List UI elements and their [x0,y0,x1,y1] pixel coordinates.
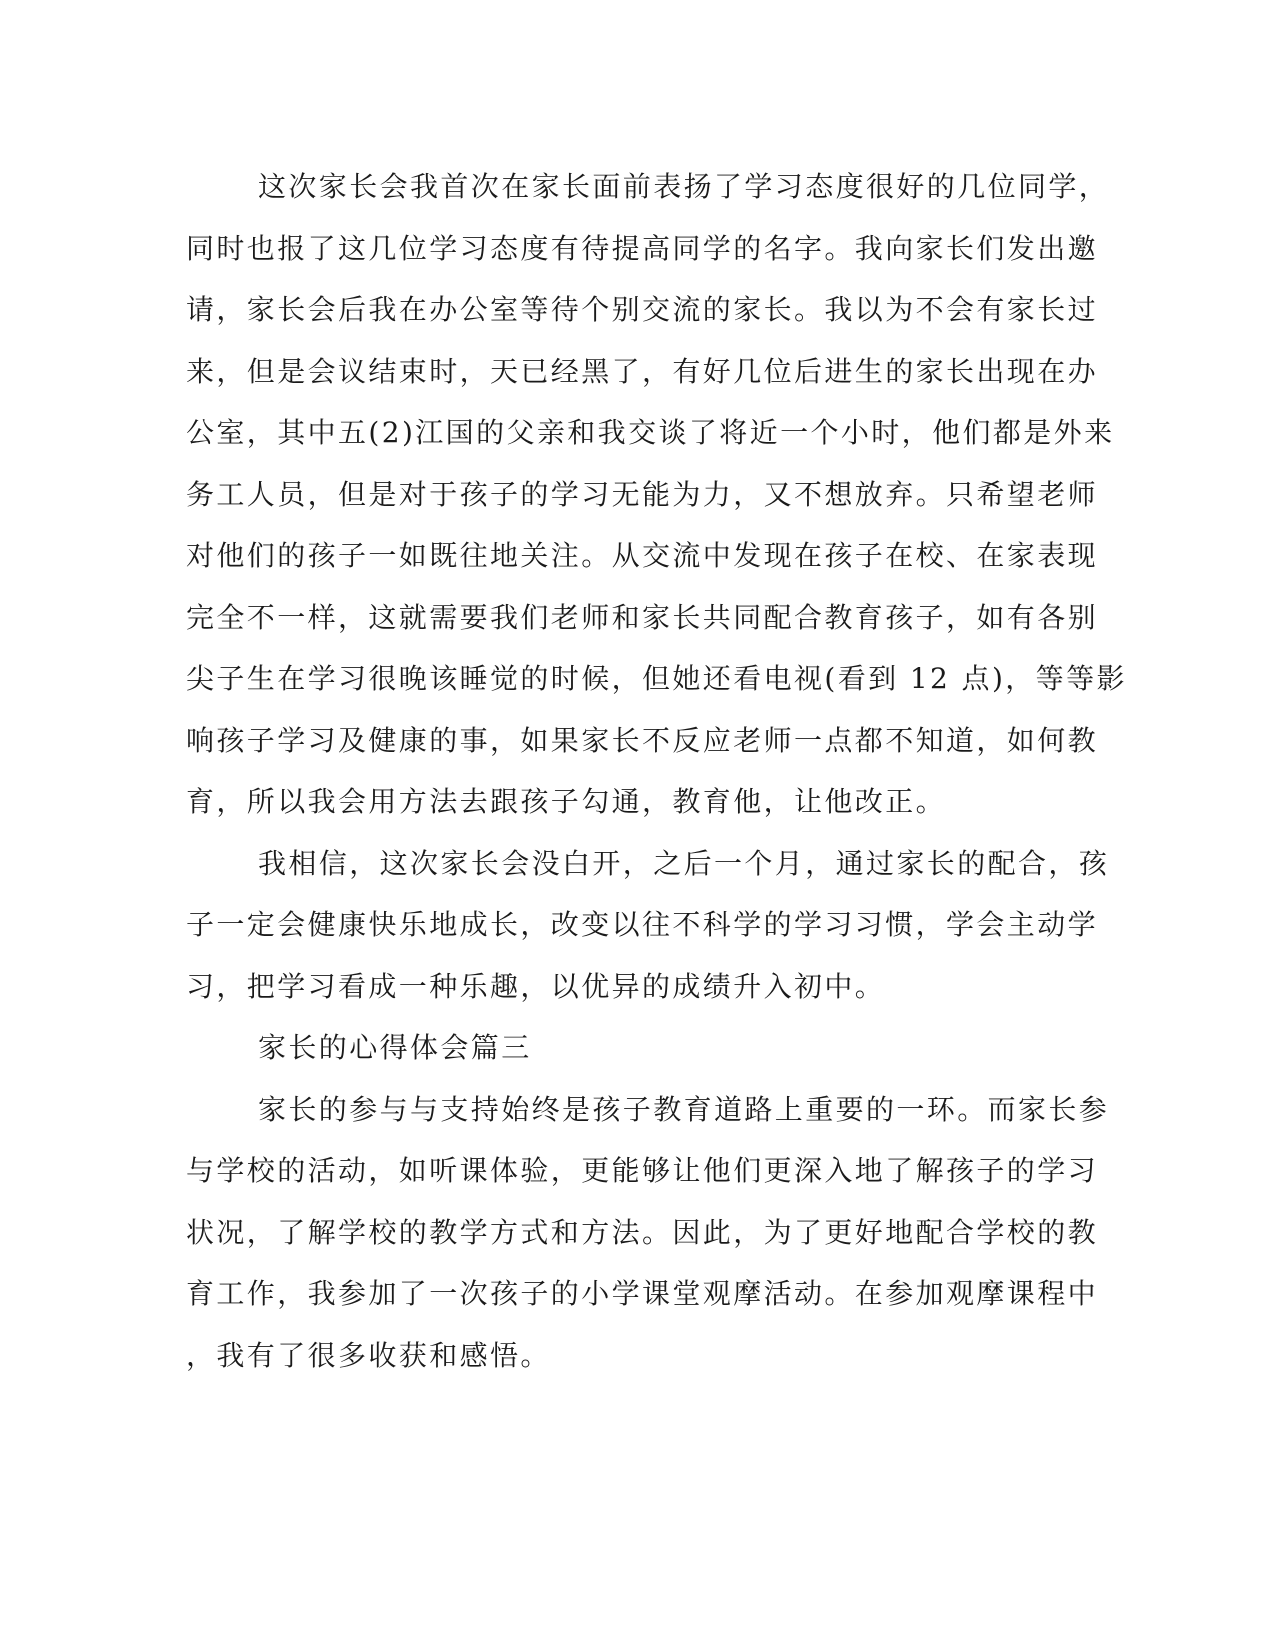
paragraph-3-line-3: 状况，了解学校的教学方式和方法。因此，为了更好地配合学校的教 [186,1215,1099,1249]
document-body [186,156,1127,1386]
paragraph-1-line-6: 务工人员，但是对于孩子的学习无能为力，又不想放弃。只希望老师 [186,477,1099,511]
paragraph-1-line-5: 公室，其中五(2)江国的父亲和我交谈了将近一个小时，他们都是外来 [186,416,1115,449]
paragraph-1-line-4: 来，但是会议结束时，天已经黑了，有好几位后进生的家长出现在办 [186,354,1099,388]
paragraph-1-line-9: 尖子生在学习很晚该睡觉的时候，但她还看电视(看到 12 点)，等等影 [186,662,1127,695]
paragraph-1-line-11: 育，所以我会用方法去跟孩子勾通，教育他，让他改正。 [186,785,947,818]
paragraph-1-line-3: 请，家长会后我在办公室等待个别交流的家长。我以为不会有家长过 [186,293,1099,326]
paragraph-1-line-1: 这次家长会我首次在家长面前表扬了学习态度很好的几位同学， [258,170,1110,203]
paragraph-3-line-1: 家长的参与与支持始终是孩子教育道路上重要的一环。而家长参 [258,1092,1110,1126]
paragraph-1-line-2: 同时也报了这几位学习态度有待提高同学的名字。我向家长们发出邀 [186,231,1099,265]
paragraph-2-line-2: 子一定会健康快乐地成长，改变以往不科学的学习习惯，学会主动学 [186,908,1099,941]
paragraph-1-line-7: 对他们的孩子一如既往地关注。从交流中发现在孩子在校、在家表现 [186,539,1099,572]
paragraph-3-line-5: ，我有了很多收获和感悟。 [186,1338,551,1372]
paragraph-2-line-1: 我相信，这次家长会没白开，之后一个月，通过家长的配合，孩 [258,846,1110,880]
paragraph-1-line-8: 完全不一样，这就需要我们老师和家长共同配合教育孩子，如有各别 [186,600,1099,634]
paragraph-1-line-10: 响孩子学习及健康的事，如果家长不反应老师一点都不知道，如何教 [186,723,1099,757]
paragraph-3-line-2: 与学校的活动，如听课体验，更能够让他们更深入地了解孩子的学习 [186,1154,1099,1187]
section-heading: 家长的心得体会篇三 [258,1031,532,1064]
paragraph-2-line-3: 习，把学习看成一种乐趣，以优异的成绩升入初中。 [186,969,886,1003]
paragraph-3-line-4: 育工作，我参加了一次孩子的小学课堂观摩活动。在参加观摩课程中 [186,1277,1099,1310]
